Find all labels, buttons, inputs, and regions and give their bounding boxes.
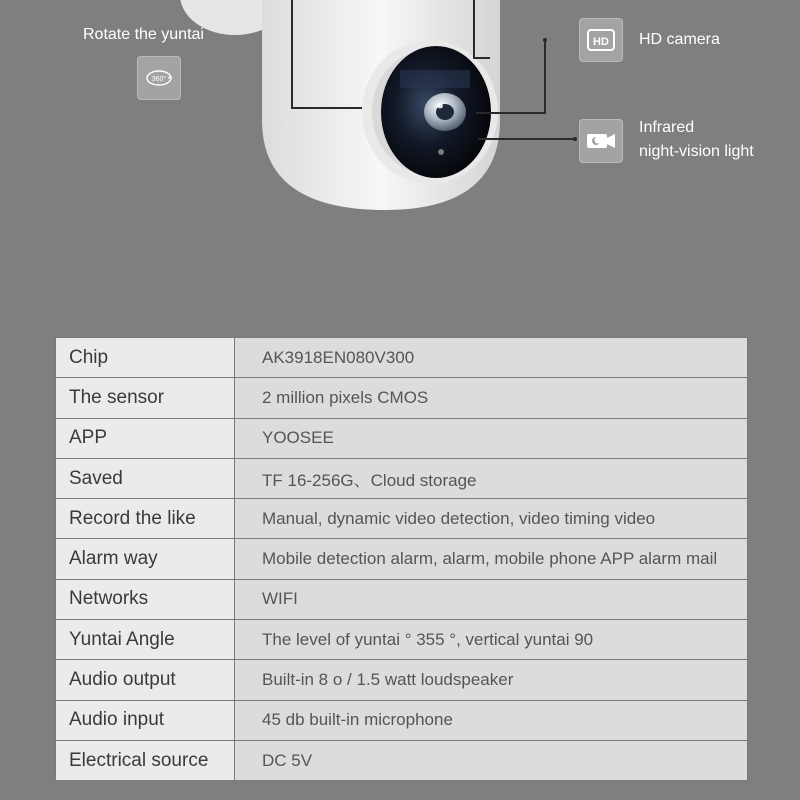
spec-row bbox=[56, 660, 748, 700]
spec-key: Audio input bbox=[56, 700, 235, 740]
spec-value: AK3918EN080V300 bbox=[235, 338, 748, 378]
spec-row bbox=[56, 499, 748, 539]
spec-value: Built-in 8 o / 1.5 watt loudspeaker bbox=[235, 660, 748, 700]
spec-value: Manual, dynamic video detection, video timing video bbox=[235, 499, 748, 539]
svg-text:HD: HD bbox=[593, 36, 609, 48]
spec-value: Mobile detection alarm, alarm, mobile phone APP alarm mail bbox=[235, 539, 748, 579]
spec-key: Yuntai Angle bbox=[56, 620, 235, 660]
spec-value: 2 million pixels CMOS bbox=[235, 378, 748, 418]
spec-value: DC 5V bbox=[235, 740, 748, 780]
spec-row bbox=[56, 620, 748, 660]
spec-value: TF 16-256G、Cloud storage bbox=[235, 458, 748, 498]
spec-key: APP bbox=[56, 418, 235, 458]
spec-row bbox=[56, 579, 748, 619]
spec-key: Audio output bbox=[56, 660, 235, 700]
spec-key: Record the like bbox=[56, 499, 235, 539]
svg-text:360°: 360° bbox=[151, 76, 167, 83]
feature-label-hd: HD camera bbox=[639, 31, 720, 48]
spec-key: Electrical source bbox=[56, 740, 235, 780]
spec-value: The level of yuntai ° 355 °, vertical yuntai 90 bbox=[235, 620, 748, 660]
hd-icon bbox=[579, 18, 623, 62]
spec-key: Networks bbox=[56, 579, 235, 619]
feature-label-infrared-line1: Infrared bbox=[639, 119, 695, 136]
spec-key: The sensor bbox=[56, 378, 235, 418]
spec-table-body bbox=[56, 338, 748, 781]
ir-light bbox=[438, 149, 444, 155]
spec-row bbox=[56, 700, 748, 740]
spec-row bbox=[56, 418, 748, 458]
spec-table bbox=[55, 337, 748, 781]
spec-key: Chip bbox=[56, 338, 235, 378]
feature-label-rotate: Rotate the yuntai bbox=[83, 26, 204, 43]
spec-row bbox=[56, 539, 748, 579]
spec-value: 45 db built-in microphone bbox=[235, 700, 748, 740]
spec-key: Saved bbox=[56, 458, 235, 498]
spec-row bbox=[56, 458, 748, 498]
moon-camera-icon bbox=[579, 119, 623, 163]
spec-value: YOOSEE bbox=[235, 418, 748, 458]
rotate-360-icon bbox=[137, 56, 181, 100]
spec-row bbox=[56, 740, 748, 780]
spec-value: WIFI bbox=[235, 579, 748, 619]
spec-key: Alarm way bbox=[56, 539, 235, 579]
feature-label-infrared-line2: night-vision light bbox=[639, 143, 754, 160]
spec-row bbox=[56, 378, 748, 418]
spec-row bbox=[56, 338, 748, 378]
